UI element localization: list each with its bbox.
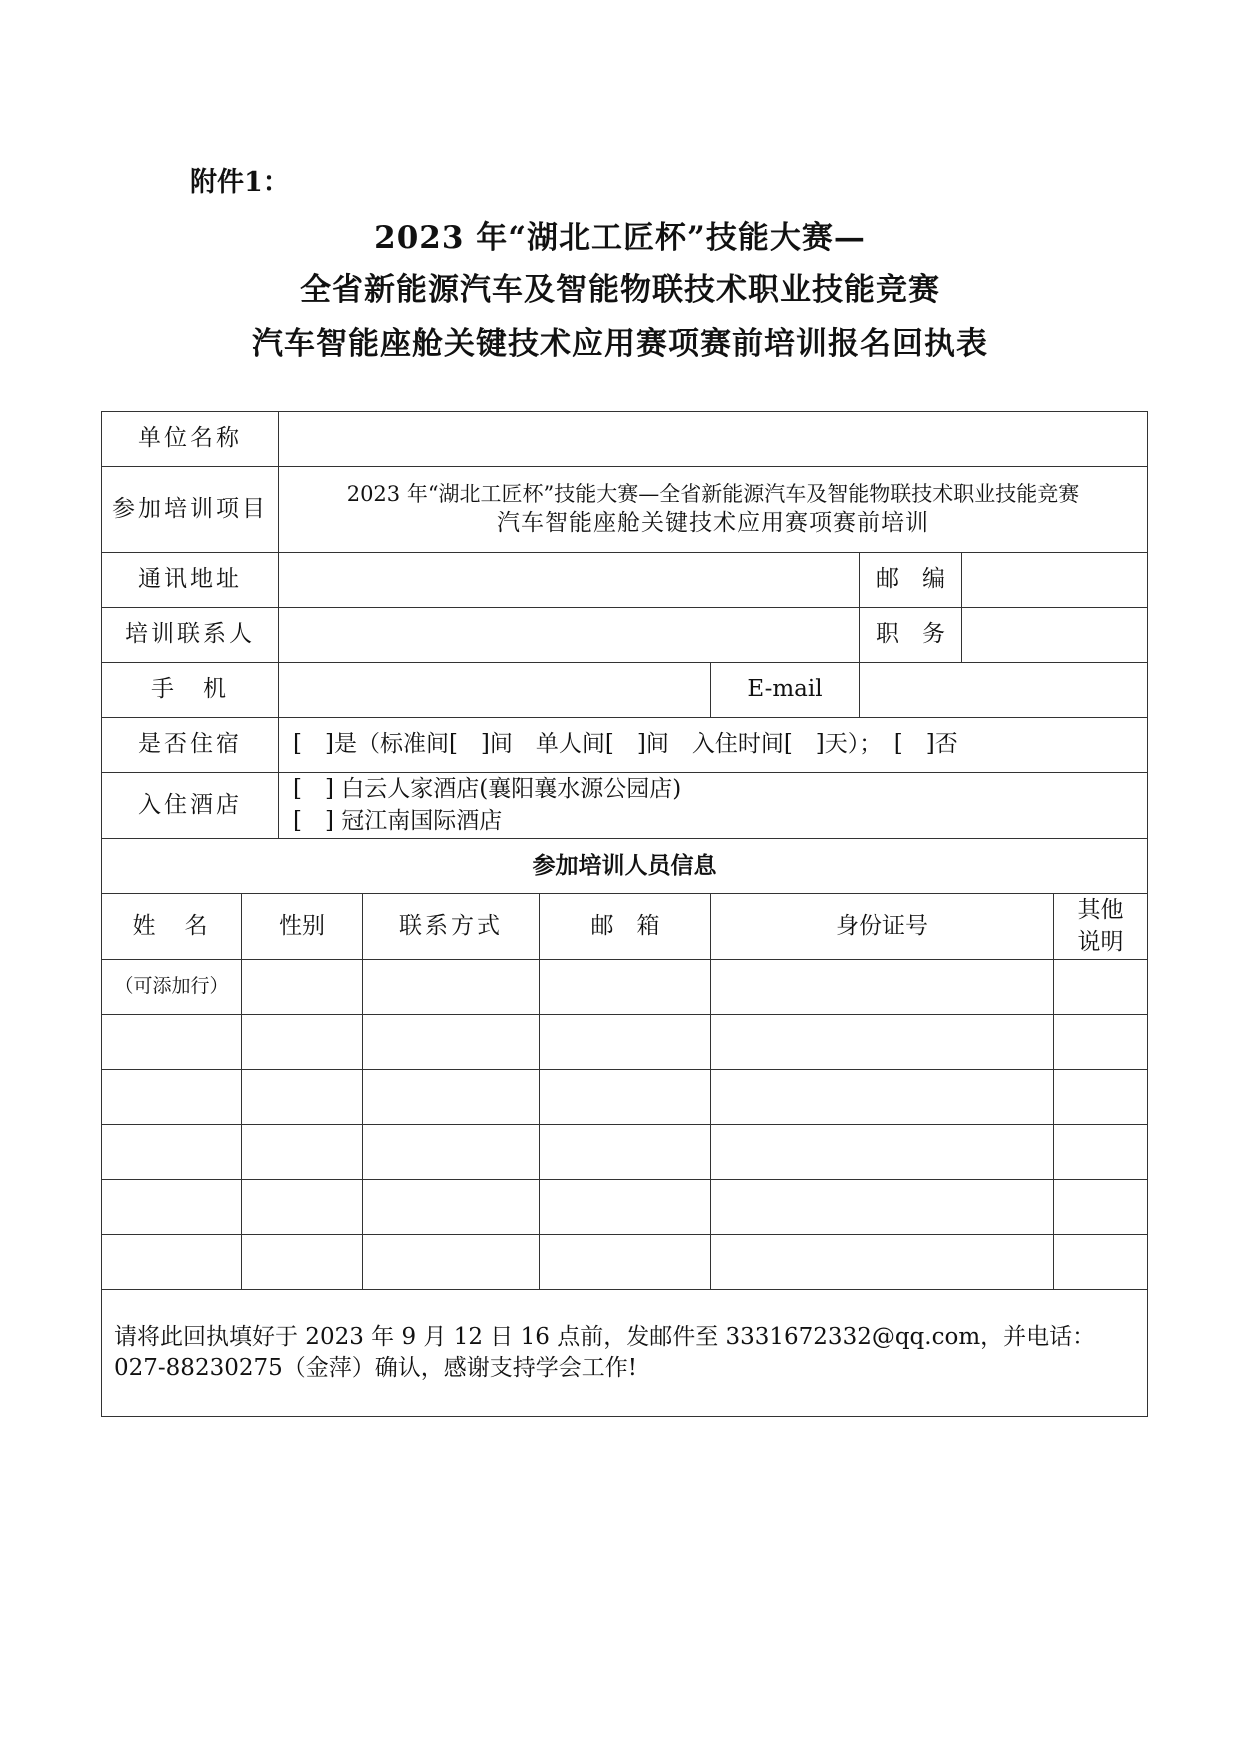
project-label: 参加培训项目	[102, 467, 279, 553]
table-cell[interactable]	[1054, 1070, 1148, 1125]
unit-name-label: 单位名称	[102, 412, 279, 467]
table-row	[102, 1015, 1148, 1070]
table-row	[102, 1070, 1148, 1125]
submission-note-line-2: 027-88230275（金萍）确认，感谢支持学会工作!	[114, 1355, 637, 1381]
table-cell[interactable]	[1054, 1125, 1148, 1180]
table-cell[interactable]	[102, 1235, 242, 1290]
table-cell[interactable]	[1054, 960, 1148, 1015]
contact-field[interactable]	[279, 608, 860, 663]
contact-label: 培训联系人	[102, 608, 279, 663]
col-header-name: 姓 名	[102, 894, 242, 960]
table-cell[interactable]	[540, 1015, 711, 1070]
hotel-label: 入住酒店	[102, 773, 279, 839]
col-header-remarks-line-1: 其他	[1077, 897, 1124, 924]
participants-section-title: 参加培训人员信息	[102, 839, 1148, 894]
table-cell[interactable]	[102, 1180, 242, 1235]
table-cell[interactable]	[102, 1015, 242, 1070]
col-header-gender: 性别	[242, 894, 363, 960]
table-cell[interactable]	[363, 960, 540, 1015]
lodging-options[interactable]: [ ]是（标准间[ ]间 单人间[ ]间 入住时间[ ]天）； [ ]否	[279, 718, 1148, 773]
mobile-label: 手 机	[102, 663, 279, 718]
table-cell[interactable]	[1054, 1180, 1148, 1235]
col-header-email: 邮 箱	[540, 894, 711, 960]
email-label: E-mail	[711, 663, 860, 718]
table-cell[interactable]	[540, 960, 711, 1015]
table-cell[interactable]	[540, 1180, 711, 1235]
project-value	[279, 467, 1148, 553]
title-line-2: 全省新能源汽车及智能物联技术职业技能竞赛	[300, 272, 940, 308]
project-line-2: 汽车智能座舱关键技术应用赛项赛前培训	[497, 510, 929, 537]
title-line-1: 2023 年“湖北工匠杯”技能大赛—	[374, 220, 866, 256]
table-cell[interactable]	[540, 1235, 711, 1290]
table-cell[interactable]	[363, 1070, 540, 1125]
table-cell[interactable]	[242, 1180, 363, 1235]
title-line-3: 汽车智能座舱关键技术应用赛项赛前培训报名回执表	[252, 326, 988, 362]
position-label: 职 务	[860, 608, 962, 663]
col-header-id-number: 身份证号	[711, 894, 1054, 960]
table-row	[102, 1235, 1148, 1290]
mobile-field[interactable]	[279, 663, 711, 718]
registration-form-table	[101, 411, 1148, 1417]
table-cell[interactable]	[711, 1015, 1054, 1070]
address-label: 通讯地址	[102, 553, 279, 608]
table-row	[102, 1180, 1148, 1235]
unit-name-field[interactable]	[279, 412, 1148, 467]
table-cell[interactable]	[1054, 1235, 1148, 1290]
table-cell[interactable]	[363, 1125, 540, 1180]
position-field[interactable]	[962, 608, 1148, 663]
postcode-label: 邮 编	[860, 553, 962, 608]
hotel-option-2[interactable]: [ ] 冠江南国际酒店	[293, 807, 503, 834]
table-cell[interactable]	[242, 1125, 363, 1180]
hotel-option-1[interactable]: [ ] 白云人家酒店(襄阳襄水源公园店)	[293, 776, 682, 803]
col-header-contact: 联系方式	[363, 894, 540, 960]
col-header-remarks	[1054, 894, 1148, 960]
table-cell[interactable]	[242, 1235, 363, 1290]
project-line-1: 2023 年“湖北工匠杯”技能大赛—全省新能源汽车及智能物联技术职业技能竞赛	[346, 481, 1080, 506]
email-field[interactable]	[860, 663, 1148, 718]
table-row	[102, 960, 1148, 1015]
col-header-remarks-line-2: 说明	[1077, 928, 1124, 955]
postcode-field[interactable]	[962, 553, 1148, 608]
lodging-label: 是否住宿	[102, 718, 279, 773]
attachment-label: 附件1：	[190, 167, 290, 198]
table-cell[interactable]	[242, 1015, 363, 1070]
add-rows-hint: （可添加行）	[102, 960, 242, 1015]
table-cell[interactable]	[242, 960, 363, 1015]
table-cell[interactable]	[711, 1070, 1054, 1125]
table-cell[interactable]	[540, 1125, 711, 1180]
submission-note-line-1: 请将此回执填好于 2023 年 9 月 12 日 16 点前，发邮件至 3331672332@qq.com，并电话：	[114, 1323, 1096, 1350]
table-cell[interactable]	[102, 1125, 242, 1180]
table-cell[interactable]	[711, 960, 1054, 1015]
table-cell[interactable]	[363, 1235, 540, 1290]
table-cell[interactable]	[1054, 1015, 1148, 1070]
table-cell[interactable]	[242, 1070, 363, 1125]
address-field[interactable]	[279, 553, 860, 608]
table-cell[interactable]	[363, 1180, 540, 1235]
table-cell[interactable]	[711, 1180, 1054, 1235]
table-row	[102, 1125, 1148, 1180]
table-cell[interactable]	[711, 1125, 1054, 1180]
table-cell[interactable]	[540, 1070, 711, 1125]
submission-note	[102, 1290, 1148, 1417]
table-cell[interactable]	[711, 1235, 1054, 1290]
table-cell[interactable]	[102, 1070, 242, 1125]
table-cell[interactable]	[363, 1015, 540, 1070]
hotel-options	[279, 773, 1148, 839]
